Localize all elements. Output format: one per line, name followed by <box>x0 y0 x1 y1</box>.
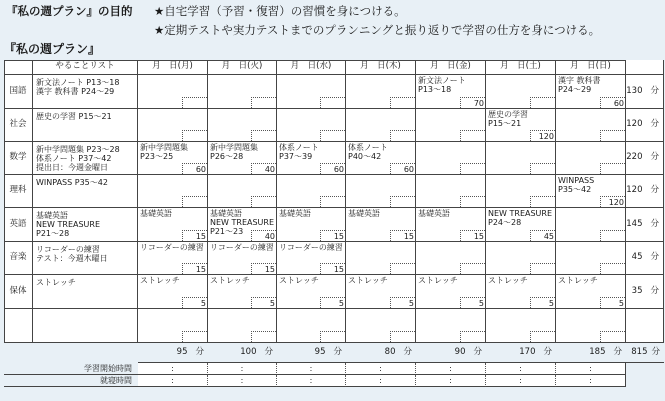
plan-line: 基礎英語 <box>210 209 242 218</box>
start-time-cell[interactable]: : <box>277 363 346 375</box>
minutes-box[interactable] <box>460 196 485 207</box>
task-line: 基礎英語 <box>36 211 68 220</box>
minutes-box[interactable] <box>320 130 345 141</box>
plan-line: 歴史の学習 <box>488 110 528 119</box>
minutes-box[interactable]: 15 <box>320 263 345 274</box>
row-total <box>626 275 664 309</box>
day-header: 月 日(水) <box>277 60 346 75</box>
task-line: リコーダーの練習 <box>36 245 100 254</box>
day-plan-cell[interactable] <box>138 208 208 242</box>
subject-label: 音楽 <box>4 242 33 275</box>
row-total-value: 45 <box>631 252 643 263</box>
day-plan-cell[interactable] <box>138 75 208 109</box>
start-time-spacer <box>626 363 664 375</box>
minute-unit: 分 <box>650 285 659 296</box>
day-plan-cell[interactable] <box>277 75 346 109</box>
start-time-cell[interactable]: : <box>556 363 626 375</box>
sleep-time-cell[interactable]: : <box>208 375 277 387</box>
minutes-box[interactable] <box>600 130 625 141</box>
day-header: 月 日(日) <box>556 60 626 75</box>
row-total-value: 120 <box>626 119 643 130</box>
day-plan-cell[interactable] <box>138 309 208 343</box>
day-plan-cell[interactable] <box>277 142 346 175</box>
minutes-box[interactable]: 5 <box>460 297 485 308</box>
subject-label: 英語 <box>4 208 33 242</box>
task-list-cell[interactable] <box>33 309 138 343</box>
row-total <box>626 242 664 275</box>
minutes-box[interactable]: 70 <box>460 97 485 108</box>
day-plan-cell[interactable] <box>416 309 486 343</box>
plan-line: 新文法ノート <box>418 76 466 85</box>
task-list-cell[interactable] <box>33 109 138 142</box>
daily-total-value: 185 <box>589 346 606 357</box>
day-plan-cell[interactable] <box>346 208 416 242</box>
day-plan-cell[interactable] <box>208 75 277 109</box>
start-time-cell[interactable]: : <box>208 363 277 375</box>
start-time-cell[interactable]: : <box>486 363 556 375</box>
day-plan-cell[interactable] <box>416 275 486 309</box>
minute-unit: 分 <box>403 346 412 357</box>
day-header: 月 日(土) <box>486 60 556 75</box>
plan-line: 漢字 教科書 <box>558 76 601 85</box>
plan-line: ストレッチ <box>418 276 458 285</box>
task-list-cell[interactable] <box>33 275 138 309</box>
daily-total-value: 95 <box>314 346 326 357</box>
day-plan-cell[interactable] <box>138 242 208 275</box>
minutes-box[interactable] <box>600 331 625 342</box>
subject-header <box>4 60 33 75</box>
minutes-box[interactable]: 5 <box>390 297 415 308</box>
minutes-box[interactable] <box>530 331 555 342</box>
minutes-box[interactable] <box>600 230 625 241</box>
daily-total-value: 95 <box>176 346 188 357</box>
plan-line: P21～23 <box>210 227 244 237</box>
task-line: 漢字 教科書 P24～29 <box>36 87 115 97</box>
day-plan-cell[interactable] <box>277 275 346 309</box>
plan-line: P15～21 <box>488 119 522 129</box>
grand-total <box>626 343 664 363</box>
sleep-time-cell[interactable]: : <box>486 375 556 387</box>
sleep-time-cell[interactable]: : <box>416 375 486 387</box>
day-plan-cell[interactable] <box>277 309 346 343</box>
plan-line: ストレッチ <box>488 276 528 285</box>
row-total-value: 35 <box>631 285 643 296</box>
daily-total-value: 80 <box>384 346 396 357</box>
subject-label: 保体 <box>4 275 33 309</box>
plan-line: 基礎英語 <box>418 209 450 218</box>
minutes-box[interactable]: 45 <box>530 230 555 241</box>
minutes-box[interactable] <box>182 130 207 141</box>
minutes-box[interactable] <box>460 163 485 174</box>
minute-unit: 分 <box>543 346 552 357</box>
daily-total <box>346 343 416 363</box>
plan-line: リコーダーの練習 <box>210 243 274 252</box>
row-total-value: 145 <box>626 218 643 229</box>
sleep-time-spacer <box>626 375 664 387</box>
minutes-box[interactable] <box>600 163 625 174</box>
day-header: 月 日(月) <box>138 60 208 75</box>
minute-unit: 分 <box>613 346 622 357</box>
minutes-box[interactable] <box>182 97 207 108</box>
sleep-time-label: 就寝時間 <box>4 375 138 387</box>
plan-line: NEW TREASURE <box>488 209 553 218</box>
minutes-box[interactable] <box>390 331 415 342</box>
minutes-box[interactable]: 15 <box>251 263 276 274</box>
minutes-box[interactable]: 5 <box>600 297 625 308</box>
sleep-time-cell[interactable]: : <box>277 375 346 387</box>
start-time-cell[interactable]: : <box>416 363 486 375</box>
minutes-box[interactable]: 40 <box>251 230 276 241</box>
task-line: P21～28 <box>36 229 70 239</box>
day-plan-cell[interactable] <box>486 275 556 309</box>
plan-line: P26～28 <box>210 152 244 162</box>
day-plan-cell[interactable] <box>556 309 626 343</box>
minutes-box[interactable] <box>251 97 276 108</box>
day-plan-cell[interactable] <box>416 175 486 208</box>
day-plan-cell[interactable] <box>556 142 626 175</box>
plan-line: ストレッチ <box>140 276 180 285</box>
plan-line: P24～29 <box>558 85 592 95</box>
minute-unit: 分 <box>650 119 659 130</box>
task-line: WINPASS P35～42 <box>36 178 108 187</box>
start-time-label: 学習開始時間 <box>4 363 138 375</box>
minute-unit: 分 <box>195 346 204 357</box>
day-plan-cell[interactable] <box>486 309 556 343</box>
task-line: 歴史の学習 P15～21 <box>36 112 112 121</box>
day-plan-cell[interactable] <box>346 75 416 109</box>
minutes-box[interactable] <box>182 196 207 207</box>
subject-label: 社会 <box>4 109 33 142</box>
minutes-box[interactable] <box>251 196 276 207</box>
row-total <box>626 75 664 109</box>
day-plan-cell[interactable] <box>208 142 277 175</box>
day-plan-cell[interactable] <box>416 142 486 175</box>
minutes-box[interactable] <box>182 331 207 342</box>
plan-line: P35～42 <box>558 185 592 195</box>
start-time-cell[interactable]: : <box>346 363 416 375</box>
day-plan-cell[interactable] <box>486 175 556 208</box>
minute-unit: 分 <box>650 218 659 229</box>
day-plan-cell[interactable] <box>556 275 626 309</box>
task-line: 新文法ノート P13～18 <box>36 78 120 87</box>
plan-line: 基礎英語 <box>140 209 172 218</box>
plan-line: P40～42 <box>348 152 382 162</box>
day-plan-cell[interactable] <box>486 142 556 175</box>
row-total <box>626 175 664 208</box>
task-line: NEW TREASURE <box>36 220 101 230</box>
plan-line: P13～18 <box>418 85 452 95</box>
task-list-cell[interactable] <box>33 175 138 208</box>
plan-line: ストレッチ <box>558 276 598 285</box>
row-total <box>626 142 664 175</box>
minutes-box[interactable] <box>320 331 345 342</box>
todo-list-header: やることリスト <box>33 60 138 75</box>
minutes-box[interactable] <box>320 97 345 108</box>
day-plan-cell[interactable] <box>346 275 416 309</box>
minutes-box[interactable]: 60 <box>390 163 415 174</box>
minutes-box[interactable] <box>251 331 276 342</box>
minutes-box[interactable] <box>390 196 415 207</box>
minutes-box[interactable] <box>530 97 555 108</box>
start-time-cell[interactable]: : <box>138 363 208 375</box>
day-header: 月 日(金) <box>416 60 486 75</box>
day-plan-cell[interactable] <box>486 242 556 275</box>
minutes-box[interactable] <box>390 263 415 274</box>
day-plan-cell[interactable] <box>556 175 626 208</box>
sleep-time-cell[interactable]: : <box>556 375 626 387</box>
minute-unit: 分 <box>473 346 482 357</box>
minutes-box[interactable]: 15 <box>390 230 415 241</box>
day-plan-cell[interactable] <box>208 275 277 309</box>
daily-total-value: 90 <box>454 346 466 357</box>
task-line: 新中学問題集 P23～28 <box>36 145 120 154</box>
day-plan-cell[interactable] <box>138 175 208 208</box>
grand-total-value: 815 <box>631 346 648 357</box>
day-plan-cell[interactable] <box>556 109 626 142</box>
minutes-box[interactable] <box>251 130 276 141</box>
minute-unit: 分 <box>651 346 660 357</box>
day-plan-cell[interactable] <box>208 109 277 142</box>
day-plan-cell[interactable] <box>138 142 208 175</box>
day-header: 月 日(木) <box>346 60 416 75</box>
day-plan-cell[interactable] <box>277 109 346 142</box>
minutes-box[interactable]: 120 <box>530 130 555 141</box>
minutes-box[interactable] <box>600 263 625 274</box>
minutes-box[interactable]: 40 <box>251 163 276 174</box>
day-plan-cell[interactable] <box>556 208 626 242</box>
plan-line: P24～28 <box>488 218 522 228</box>
plan-line: リコーダーの練習 <box>140 243 204 252</box>
minutes-box[interactable] <box>460 130 485 141</box>
day-plan-cell[interactable] <box>486 75 556 109</box>
minutes-box[interactable]: 5 <box>530 297 555 308</box>
task-list-cell[interactable] <box>33 242 138 275</box>
minutes-box[interactable] <box>460 331 485 342</box>
minutes-box[interactable]: 15 <box>182 230 207 241</box>
row-total <box>626 309 664 343</box>
plan-line: 新中学問題集 <box>210 143 258 152</box>
plan-line: ストレッチ <box>348 276 388 285</box>
daily-total-value: 100 <box>240 346 257 357</box>
minutes-box[interactable]: 15 <box>460 230 485 241</box>
row-total <box>626 208 664 242</box>
plan-line: P37～39 <box>279 152 313 162</box>
row-total-value: 130 <box>626 85 643 96</box>
daily-total <box>556 343 626 363</box>
day-plan-cell[interactable] <box>416 75 486 109</box>
day-header: 月 日(火) <box>208 60 277 75</box>
day-plan-cell[interactable] <box>346 175 416 208</box>
totals-row-spacer <box>4 343 138 363</box>
minute-unit: 分 <box>650 85 659 96</box>
day-plan-cell[interactable] <box>277 208 346 242</box>
minutes-box[interactable] <box>530 163 555 174</box>
minutes-box[interactable] <box>460 263 485 274</box>
task-line: 提出日：今週金曜日 <box>36 163 108 173</box>
day-plan-cell[interactable] <box>556 242 626 275</box>
minutes-box[interactable]: 60 <box>600 97 625 108</box>
day-plan-cell[interactable] <box>346 309 416 343</box>
row-total-value: 220 <box>626 152 643 163</box>
day-plan-cell[interactable] <box>346 109 416 142</box>
minutes-box[interactable]: 5 <box>251 297 276 308</box>
daily-total-value: 170 <box>519 346 536 357</box>
plan-line: NEW TREASURE <box>210 218 275 228</box>
minute-unit: 分 <box>650 252 659 263</box>
day-plan-cell[interactable] <box>556 75 626 109</box>
day-plan-cell[interactable] <box>416 109 486 142</box>
day-plan-cell[interactable] <box>486 109 556 142</box>
plan-section-title: 『私の週プラン』 <box>4 42 101 56</box>
minutes-box[interactable] <box>320 196 345 207</box>
minute-unit: 分 <box>264 346 273 357</box>
day-plan-cell[interactable] <box>208 175 277 208</box>
minutes-box[interactable] <box>390 130 415 141</box>
plan-line: ストレッチ <box>279 276 319 285</box>
task-line: ストレッチ <box>36 278 76 287</box>
task-line: 体系ノート P37～42 <box>36 154 112 164</box>
row-total <box>626 109 664 142</box>
plan-line: 基礎英語 <box>348 209 380 218</box>
minutes-box[interactable]: 120 <box>600 196 625 207</box>
day-plan-cell[interactable] <box>277 175 346 208</box>
day-plan-cell[interactable] <box>486 208 556 242</box>
day-plan-cell[interactable] <box>208 242 277 275</box>
minute-unit: 分 <box>650 152 659 163</box>
task-list-cell[interactable] <box>33 208 138 242</box>
day-plan-cell[interactable] <box>346 242 416 275</box>
plan-line: リコーダーの練習 <box>279 243 343 252</box>
plan-line: 基礎英語 <box>279 209 311 218</box>
purpose-goal-2: ★定期テストや実力テストまでのプランニングと振り返りで学習の仕方を身につける。 <box>154 23 601 37</box>
day-plan-cell[interactable] <box>208 208 277 242</box>
minutes-box[interactable] <box>530 263 555 274</box>
plan-line: P23～25 <box>140 152 174 162</box>
total-header <box>626 60 664 75</box>
task-list-cell[interactable] <box>33 75 138 109</box>
plan-line: 体系ノート <box>279 143 319 152</box>
minutes-box[interactable]: 5 <box>182 297 207 308</box>
daily-total <box>277 343 346 363</box>
plan-line: ストレッチ <box>210 276 250 285</box>
minutes-box[interactable] <box>390 97 415 108</box>
sleep-time-cell[interactable]: : <box>138 375 208 387</box>
plan-line: 体系ノート <box>348 143 388 152</box>
row-total-value: 120 <box>626 185 643 196</box>
subject-label: 国語 <box>4 75 33 109</box>
minute-unit: 分 <box>333 346 342 357</box>
purpose-goal-1: ★自宅学習（予習・復習）の習慣を身につける。 <box>154 4 406 18</box>
day-plan-cell[interactable] <box>416 242 486 275</box>
day-plan-cell[interactable] <box>416 208 486 242</box>
subject-label: 数学 <box>4 142 33 175</box>
minutes-box[interactable]: 15 <box>320 230 345 241</box>
daily-total <box>416 343 486 363</box>
day-plan-cell[interactable] <box>346 142 416 175</box>
minutes-box[interactable]: 5 <box>320 297 345 308</box>
plan-line: 新中学問題集 <box>140 143 188 152</box>
daily-total <box>486 343 556 363</box>
task-line: テスト：今週木曜日 <box>36 254 108 264</box>
daily-total <box>138 343 208 363</box>
minutes-box[interactable]: 60 <box>320 163 345 174</box>
minutes-box[interactable]: 60 <box>182 163 207 174</box>
minutes-box[interactable]: 15 <box>182 263 207 274</box>
subject-label <box>4 309 33 343</box>
minutes-box[interactable] <box>530 196 555 207</box>
task-list-cell[interactable] <box>33 142 138 175</box>
day-plan-cell[interactable] <box>138 275 208 309</box>
sleep-time-cell[interactable]: : <box>346 375 416 387</box>
plan-line: WINPASS <box>558 176 595 185</box>
purpose-title: 『私の週プラン』の目的 <box>6 4 133 18</box>
daily-total <box>208 343 277 363</box>
subject-label: 理科 <box>4 175 33 208</box>
minute-unit: 分 <box>650 185 659 196</box>
day-plan-cell[interactable] <box>277 242 346 275</box>
day-plan-cell[interactable] <box>138 109 208 142</box>
day-plan-cell[interactable] <box>208 309 277 343</box>
